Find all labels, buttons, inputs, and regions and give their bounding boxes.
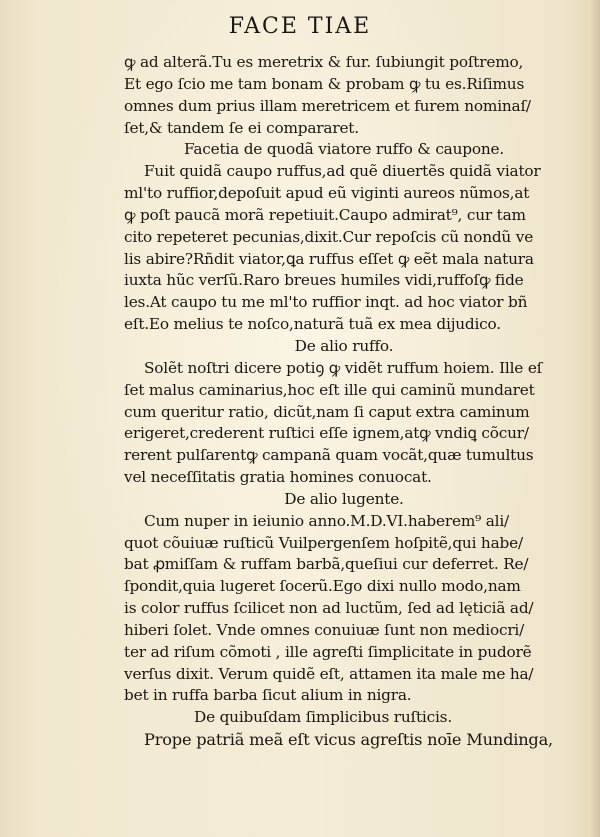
- text-line: ter ad riſum cõmoti , ille agreſti ſimplicitate in pudorẽ: [124, 642, 532, 661]
- text-line: ml'to ruffior,depoſuit apud eũ viginti aureos nũmos,at: [124, 184, 530, 203]
- text-line: les.At caupo tu me ml'to ruffior inqt. ad hoc viator bñ: [124, 293, 528, 312]
- text-line: ꝙ ad alterã.Tu es meretrix & fur. ſubiungit poſtremo,: [124, 53, 524, 71]
- text-line: hiberi ſolet. Vnde omnes conuiuæ ſunt non mediocri/: [124, 620, 525, 639]
- text-line: ſet,& tandem ſe ei compararet.: [124, 118, 359, 137]
- text-line: is color ruffus ſcilicet non ad luctũm, ſed ad lęticiã ad/: [124, 599, 534, 618]
- text-line: eſt.Eo melius te noſco,naturã tuã ex mea dijudico.: [124, 315, 501, 334]
- text-line: Cum nuper in ieiunio anno.M.D.VI.haberem⁹ ali/: [144, 511, 509, 530]
- text-line: ſpondit,quia lugeret ſocerũ.Ego dixi nullo modo,nam: [124, 577, 521, 596]
- text-line: quot cõuiuæ ruſticũ Vuilpergenſem hoſpitẽ,qui habe/: [124, 533, 523, 552]
- section-heading: De quibuſdam ſimplicibus ruſticis.: [194, 708, 452, 727]
- text-line: cum queritur ratio, dicũt,nam ſi caput extra caminum: [124, 402, 530, 421]
- text-line: ſet malus caminarius,hoc eſt ille qui caminũ mundaret: [124, 380, 535, 399]
- text-line: vel neceſſitatis gratia homines conuocat.: [124, 468, 432, 487]
- section-heading: De alio ruffo.: [294, 336, 394, 355]
- text-line: ꝙ poſt paucã morã repetiuit.Caupo admirat⁹, cur tam: [124, 205, 526, 224]
- text-line: erigeret,crederent ruſtici eſſe ignem,atꝙ vndiꝗ cõcur/: [124, 424, 529, 443]
- text-block: [124, 52, 564, 751]
- text-line: Fuit quidã caupo ruffus,ad quẽ diuertẽs quidã viator: [144, 162, 541, 181]
- running-header: FACE TIAE: [228, 14, 372, 39]
- section-heading: Facetia de quodã viatore ruffo & caupone.: [183, 140, 505, 159]
- text-line: bet in ruffa barba ſicut alium in nigra.: [124, 686, 412, 705]
- text-line: rerent pulſarentꝙ campanã quam vocãt,quæ tumultus: [124, 446, 534, 465]
- text-line: iuxta hũc verſũ.Raro breues humiles vidi,ruffoſꝙ fide: [124, 271, 524, 290]
- text-line: lis abire?Rñdit viator,ꝗa ruffus eſſet ꝙ eẽt mala natura: [124, 249, 534, 268]
- text-line: Prope patriã meã eſt vicus agreſtis noīe Mundinga,: [144, 730, 553, 750]
- section-heading: De alio lugente.: [284, 489, 404, 508]
- text-line: verſus dixit. Verum quidẽ eſt, attamen ita male me ha/: [124, 664, 534, 683]
- text-line: Solẽt noſtri dicere potiꝯ ꝙ vidẽt ruffum hoiem. Ille eſ: [144, 358, 543, 377]
- text-line: Et ego ſcio me tam bonam & probam ꝙ tu es.Riſimus: [124, 74, 525, 93]
- text-line: cito repeteret pecunias,dixit.Cur repoſcis cũ nondũ ve: [124, 227, 534, 246]
- text-line: bat ꝓmiſſam & ruffam barbã,queſiui cur deferret. Re/: [124, 555, 529, 574]
- text-line: omnes dum prius illam meretricem et furem nominaſ/: [124, 96, 531, 115]
